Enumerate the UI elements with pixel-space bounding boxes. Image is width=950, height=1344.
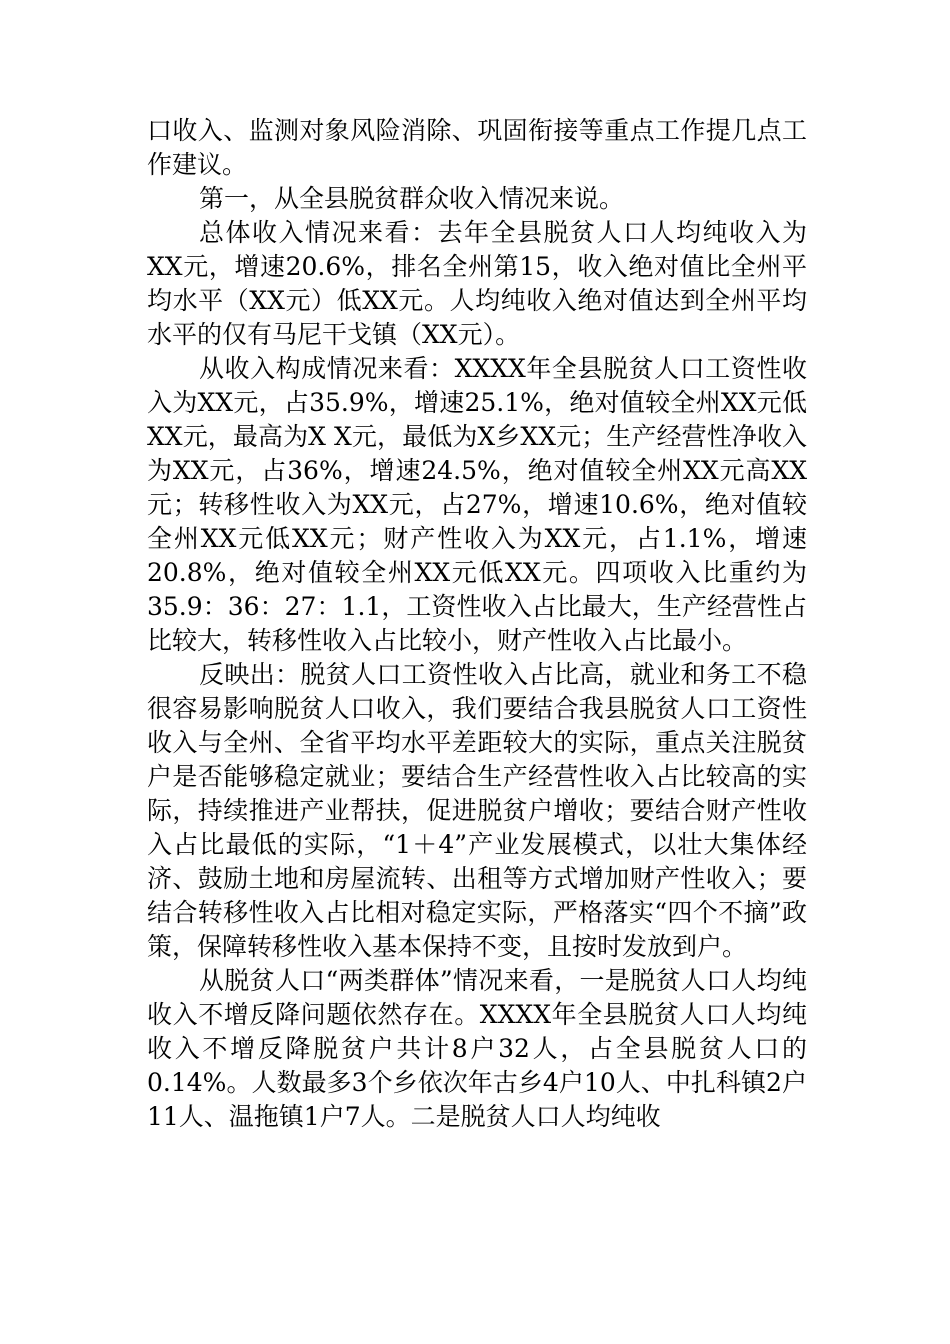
document-body (147, 114, 807, 1134)
paragraph-section-heading: 第一，从全县脱贫群众收入情况来说。 (199, 184, 625, 213)
paragraph-income-composition: 从收入构成情况来看：XXXX年全县脱贫人口工资性收入为XX元，占35.9%，增速25.1%，绝对值较全州XX元低XX元，最高为X X元，最低为X乡XX元；生产经营性净收入为XX元，占36%，增速24.5%，绝对值较全州XX元高XX元；转移性收入为XX元，占27%，增速10.6%，绝对值较全州XX元低XX元；财产性收入为XX元，占1.1%，增速20.8%，绝对值较全州XX元低XX元。四项收入比重约为35.9：36：27：1.1，工资性收入占比最大，生产经营性占比较大，转移性收入占比较小，财产性收入占比最小。 (147, 354, 807, 655)
paragraph-continuation: 口收入、监测对象风险消除、巩固衔接等重点工作提几点工作建议。 (147, 116, 807, 179)
paragraph-overall-income: 总体收入情况来看：去年全县脱贫人口人均纯收入为XX元，增速20.6%，排名全州第15，收入绝对值比全州平均水平（XX元）低XX元。人均纯收入绝对值达到全州平均水平的仅有马尼干戈镇（XX元）。 (147, 218, 807, 349)
paragraph-reflection: 反映出：脱贫人口工资性收入占比高，就业和务工不稳很容易影响脱贫人口收入，我们要结合我县脱贫人口工资性收入与全州、全省平均水平差距较大的实际，重点关注脱贫户是否能够稳定就业；要结合生产经营性收入占比较高的实际，持续推进产业帮扶，促进脱贫户增收；要结合财产性收入占比最低的实际，“1＋4”产业发展模式，以壮大集体经济、鼓励土地和房屋流转、出租等方式增加财产性收入；要结合转移性收入占比相对稳定实际，严格落实“四个不摘”政策，保障转移性收入基本保持不变，且按时发放到户。 (147, 660, 807, 961)
paragraph-two-groups: 从脱贫人口“两类群体”情况来看，一是脱贫人口人均纯收入不增反降问题依然存在。XXXX年全县脱贫人口人均纯收入不增反降脱贫户共计8户32人，占全县脱贫人口的0.14%。人数最多3个乡依次年古乡4户10人、中扎科镇2户11人、温拖镇1户7人。二是脱贫人口人均纯收 (147, 966, 807, 1131)
